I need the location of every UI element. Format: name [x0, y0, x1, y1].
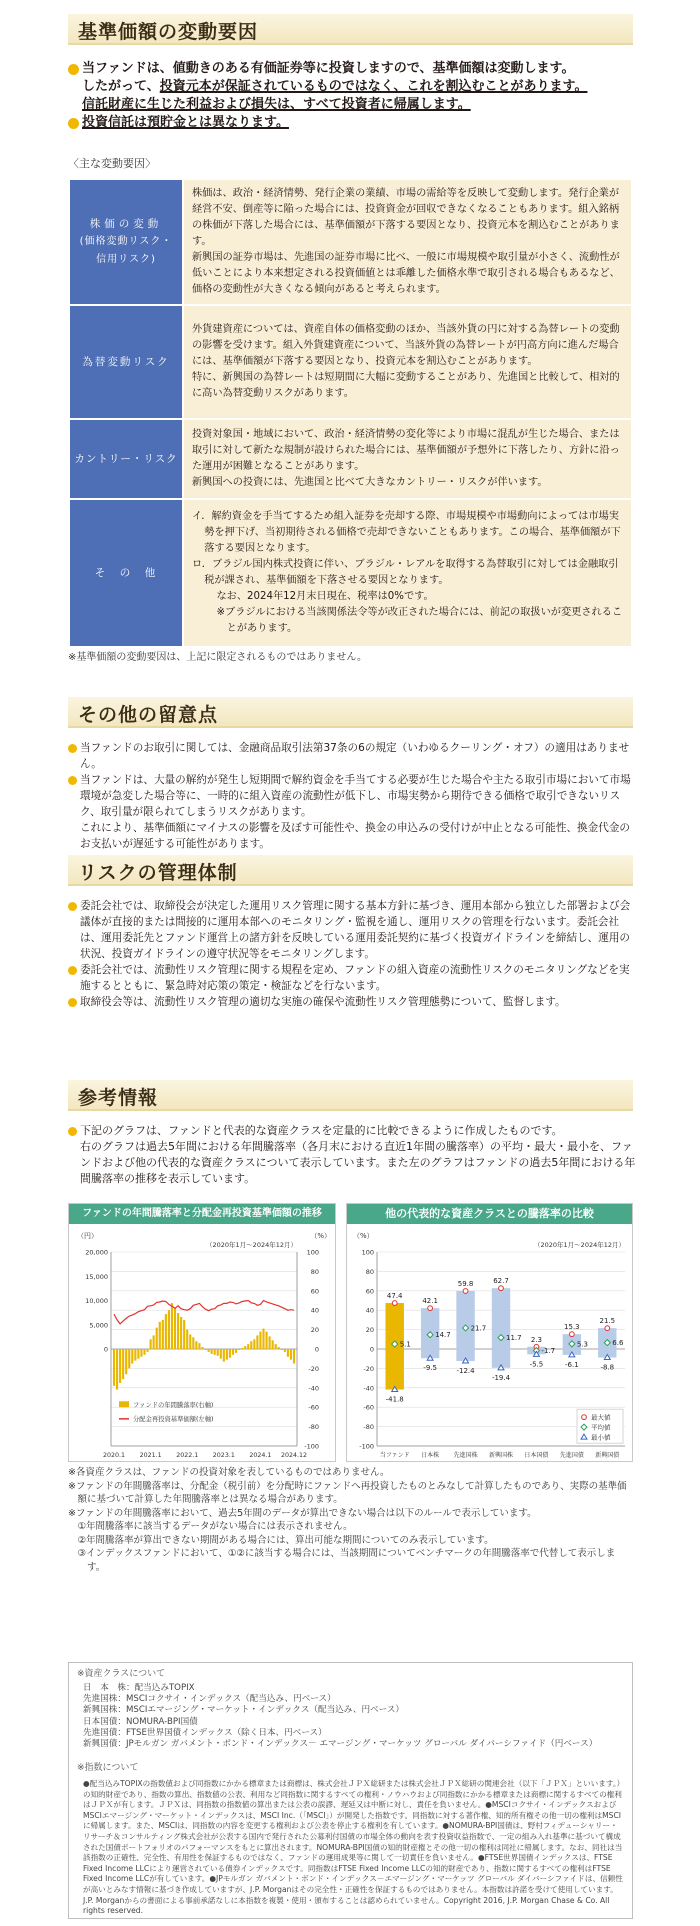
factor-description: 外貨建資産については、資産自体の価格変動のほか、当該外貨の円に対する為替レートの変動の影響を受けます。組入外貨建資産について、当該外貨の為替レートが円高方向に進んだ場合には、基準価額が下落する要因となり、投資元本を割込むことがあります。 特に、新興国の為替レートは短期間に大幅に変動することがあり、先進国と比較して、相対的に高い為替変動リスクがあります。 [183, 305, 632, 419]
y-tick-label: -60 [363, 1403, 374, 1412]
factor-label: カントリー・リスク [69, 419, 183, 499]
return-bar [113, 1349, 115, 1386]
max-marker [605, 1326, 610, 1331]
factor-row [69, 419, 632, 499]
asset-class-list: 日 本 株：配当込みTOPIX 先進国株：MSCIコクサイ・インデックス（配当込み、円ベース） 新興国株：MSCIエマージング・マーケット・インデックス（配当込み、円ベース） 日本国債：NOMURA-BPI国債 先進国債：FTSE世界国債インデックス（除く日本、円ベース） 新興国債：JPモルガン ガバメント・ボンド・インデックス－ エマージング・マーケッツ グローバル ダイバーシファイド（円ベース） [83, 1683, 598, 1750]
return-bar [235, 1349, 237, 1353]
return-bar [159, 1322, 161, 1349]
return-bar [153, 1335, 155, 1349]
category-label: 先進国債 [559, 1452, 584, 1459]
return-bar [211, 1349, 213, 1354]
left-tick-label: 0 [103, 1345, 108, 1354]
factor-row [69, 305, 632, 419]
return-bar [208, 1349, 210, 1352]
return-bar [143, 1349, 145, 1355]
legend-label: 分配金再投資基準価額(左軸) [133, 1415, 214, 1423]
asset-class-chart-svg [347, 1224, 632, 1460]
return-bar [140, 1349, 142, 1357]
y-tick-label: 0 [369, 1345, 374, 1354]
return-bar [177, 1313, 179, 1349]
section-heading-risk-management [68, 855, 633, 886]
factor-description: イ．解約資金を手当てするため組入証券を売却する際、市場規模や市場動向によっては市場実勢を押下げ、当初期待される価格で売却できないこともあります。この場合、基準価額が下落する要因となります。 ロ．ブラジル国内株式投資に伴い、ブラジル・レアルを取得する為替取引に対しては金融取引税が課され、基準価額を下落させる要因となります。 なお、2024年12月末日現在、税率は0%です。 ※ブラジルにおける当該関係法令等が改正された場合には、前記の取扱いが変更されることがあります。 [183, 499, 632, 647]
return-bar [180, 1317, 182, 1349]
legend-label: 最大値 [591, 1413, 611, 1422]
return-bar [265, 1332, 267, 1349]
return-bar [244, 1346, 246, 1349]
return-bar [192, 1337, 194, 1349]
return-bar [150, 1339, 152, 1349]
category-label: 新興国株 [488, 1452, 514, 1459]
bullet-item: 委託会社では、取締役会が決定した運用リスク管理に関する基本方針に基づき、運用本部から独立した部署および会議体が直接的または間接的に運用本部へのモニタリング・監視を通し、運用リスクの管理を行ないます。委託会社は、運用委託先とファンド運営上の諸方針を反映している運用委託契約に基づく投資ガイドラインを締結し、運用の状況、投資ガイドラインの遵守状況等をモニタリングします。 [68, 898, 638, 962]
return-bar [174, 1308, 176, 1349]
factor-label: そ の 他 [69, 499, 183, 647]
return-bar [226, 1349, 228, 1360]
y-tick-label: -20 [363, 1364, 374, 1373]
chart-period: （2020年1月～2024年12月） [534, 1241, 625, 1249]
return-bar [122, 1349, 124, 1379]
right-tick-label: 80 [310, 1267, 319, 1276]
x-tick-label: 2023.1 [212, 1452, 235, 1459]
factor-row [69, 179, 632, 305]
return-bar [232, 1349, 234, 1355]
return-bar [269, 1336, 271, 1349]
bullet-item: 投資信託は預貯金とは異なります。 [68, 114, 643, 132]
reference-bullets [68, 1123, 638, 1187]
return-bar [284, 1349, 286, 1352]
max-marker [569, 1332, 574, 1337]
max-value-label: 59.8 [457, 1279, 474, 1288]
return-bar [125, 1349, 127, 1374]
legend-label: 最小値 [591, 1433, 611, 1442]
section-heading-other-notes [68, 697, 633, 728]
return-bar [146, 1349, 148, 1352]
min-value-label: -6.1 [565, 1360, 579, 1369]
left-tick-label: 20,000 [85, 1248, 108, 1257]
max-value-label: 47.4 [386, 1292, 403, 1301]
category-label: 先進国株 [453, 1452, 478, 1459]
y-tick-label: 100 [361, 1248, 374, 1257]
return-bar [278, 1347, 280, 1349]
min-value-label: -5.5 [529, 1360, 544, 1369]
category-label: 日本国債 [524, 1452, 549, 1459]
risk-bullets [68, 898, 638, 1010]
max-value-label: 42.1 [422, 1297, 438, 1306]
nav-line [114, 1301, 294, 1324]
avg-value-label: 5.3 [576, 1340, 588, 1349]
avg-value-label: 11.7 [506, 1334, 522, 1343]
y-tick-label: -100 [359, 1442, 374, 1451]
notes-bullets [68, 740, 638, 852]
bullet-item: 取締役会等は、流動性リスク管理の適切な実施の確保や流動性リスク管理態勢について、監督します。 [68, 994, 638, 1010]
bullet-item: 委託会社では、流動性リスク管理に関する規程を定め、ファンドの組入資産の流動性リスクのモニタリングなどを実施するとともに、緊急時対応策の策定・検証などを行ないます。 [68, 962, 638, 994]
factor-label: 株価の変動 (価格変動リスク・ 信用リスク) [69, 179, 183, 305]
info-heading: ※指数について [77, 1763, 139, 1773]
legend-bar-swatch [119, 1401, 129, 1407]
min-value-label: -9.5 [423, 1364, 437, 1373]
return-bar [119, 1349, 121, 1383]
info-heading: ※資産クラスについて [77, 1669, 166, 1679]
y-tick-label: -80 [363, 1423, 374, 1432]
min-value-label: -41.8 [385, 1395, 404, 1404]
min-value-label: -12.4 [456, 1367, 475, 1376]
return-bar [201, 1347, 203, 1349]
return-bar [156, 1328, 158, 1349]
right-axis-unit: （%） [310, 1232, 331, 1240]
max-marker [392, 1301, 397, 1306]
fund-return-chart-svg [69, 1224, 335, 1460]
return-bar [262, 1329, 264, 1349]
index-disclaimer: ●配当込みTOPIXの指数値および同指数にかかる標章または商標は、株式会社ＪＰＸ総研または株式会社ＪＰＸ総研の関連会社（以下「ＪＰＸ」といいます。）の知的財産であり、指数の算出、指数値の公表、利用など同指数に関するすべての権利・ノウハウおよび同指数にかかる標章または商標に関するすべての権利はＪＰＸが有します。ＪＰＸは、同指数の指数値の算出または公表の誤謬、遅延又は中断に対し、責任を負いません。●MSCIコクサイ・インデックスおよびMSCIエマージング・マーケット・インデックスは、MSCI Inc.（「MSCI」）が開発した指数です。同指数に対する著作権、知的所有権その他一切の権利はMSCIに帰属します。また、MSCIは、同指数の内容を変更する権利および公表を停止する権利を有しています。●NOMURA-BPI国債は、野村フィデューシャリー・リサーチ＆コンサルティング株式会社が公表する国内で発行された公募利付国債の市場全体の動向を表す投資収益指数で、一定の組み入れ基準に基づいて構成された国債ポートフォリオのパフォーマンスをもとに算出されます。NOMURA-BPI国債の知的財産権とその他一切の権利は同社に帰属します。なお、同社は当該指数の正確性、完全性、有用性を保証するものではなく、ファンドの運用成果等に関して一切責任を負いません。●FTSE世界国債インデックスは、FTSE Fixed Income LLCにより運営されている債券インデックスです。同指数はFTSE Fixed Income LLCの知的財産であり、指数に関するすべての権利はFTSE Fixed Income LLCが有しています。●JPモルガン ガバメント・ボンド・インデックス－エマージング・マーケッツ グローバル ダイバーシファイドは、信頼性が高いとみなす情報に基づき作成していますが、J.P. Morganはその完全性・正確性を保証するものではありません。本指数は許諾を受けて使用しています。J.P. Morganからの書面による事前承諾なしに本指数を複製・使用・頒布することは認められていません。Copyright 2016, J.P. Morgan Chase & Co. All rights reserved. [83, 1779, 623, 1916]
return-bar [195, 1341, 197, 1349]
index-info-box [68, 1662, 633, 1919]
right-tick-label: -80 [308, 1423, 319, 1432]
return-bar [165, 1314, 167, 1349]
return-bar [290, 1349, 292, 1360]
return-bar [272, 1340, 274, 1349]
category-label: 新興国債 [595, 1452, 620, 1459]
return-bar [214, 1349, 216, 1355]
left-tick-label: 10,000 [85, 1297, 108, 1305]
chart-period: （2020年1月～2024年12月） [206, 1241, 297, 1249]
return-bar [287, 1349, 289, 1357]
bullet-item: 当ファンドは、値動きのある有価証券等に投資しますので、基準価額は変動します。 したがって、投資元本が保証されているものではなく、これを割込むことがあります。 信託財産に生じた利益および損失は、すべて投資者に帰属します。 [68, 60, 643, 114]
legend-label: 平均値 [591, 1423, 611, 1432]
max-marker [499, 1286, 504, 1291]
right-tick-label: -40 [308, 1384, 319, 1393]
section-title: その他の留意点 [78, 704, 219, 726]
sub-heading: 〈主な変動要因〉 [68, 157, 156, 170]
return-bar [131, 1349, 133, 1364]
max-value-label: 62.7 [493, 1277, 509, 1286]
range-bar [492, 1288, 510, 1368]
return-bar [168, 1310, 170, 1349]
footnote: ※基準価額の変動要因は、上記に限定されるものではありません。 [68, 652, 367, 663]
right-tick-label: 100 [306, 1248, 319, 1257]
bullet-item: 下記のグラフは、ファンドと代表的な資産クラスを定量的に比較できるように作成したものです。 右のグラフは過去5年間における年間騰落率（各月末における直近1年間の騰落率）の平均・最大・最小を、ファンドおよび他の代表的な資産クラスについて表示しています。また左のグラフはファンドの過去5年間における年間騰落率の推移を表示しています。 [68, 1123, 638, 1187]
avg-value-label: -1.7 [541, 1347, 556, 1356]
right-tick-label: 40 [310, 1306, 319, 1315]
max-marker [463, 1289, 468, 1294]
x-tick-label: 2022.1 [176, 1452, 199, 1459]
factor-label: 為替変動リスク [69, 305, 183, 419]
return-bar [217, 1349, 219, 1356]
avg-value-label: 14.7 [435, 1331, 451, 1340]
return-bar [293, 1349, 295, 1364]
factor-description: 投資対象国・地域において、政治・経済情勢の変化等により市場に混乱が生じた場合、または取引に対して新たな規制が設けられた場合には、基準価額が予想外に下落したり、方針に沿った運用が困難となることがあります。 新興国への投資には、先進国と比べて大きなカントリー・リスクが伴います。 [183, 419, 632, 499]
left-tick-label: 15,000 [85, 1272, 108, 1281]
return-bar [220, 1349, 222, 1359]
return-bar [247, 1344, 249, 1349]
bullet-item: 当ファンドは、大量の解約が発生し短期間で解約資金を手当てする必要が生じた場合や主たる取引市場において市場環境が急変した場合等に、一時的に組入資産の流動性が低下し、市場実勢から期待できる価格で取引できないリスク、取引量が限られてしまうリスクがあります。 これにより、基準価額にマイナスの影響を及ぼす可能性や、換金の申込みの受付けが中止となる可能性、換金代金のお支払いが遅延する可能性があります。 [68, 772, 638, 852]
main-bullets [68, 60, 643, 132]
return-bar [275, 1344, 277, 1349]
max-value-label: 15.3 [564, 1323, 580, 1332]
legend-max-swatch [582, 1415, 587, 1420]
y-tick-label: 40 [365, 1306, 374, 1315]
right-tick-label: -60 [308, 1403, 319, 1412]
chart-notes: ※各資産クラスは、ファンドの投資対象を表しているものではありません。 ※ファンドの年間騰落率は、分配金（税引前）を分配時にファンドへ再投資したものとみなして計算したものであり、実際の基準価額に基づいて計算した年間騰落率とは異なる場合があります。 ※ファンドの年間騰落率において、過去5年間のデータが算出できない場合は以下のルールで表示しています。 ①年間騰落率に該当するデータがない場合には表示されません。 ②年間騰落率が算出できない期間がある場合には、算出可能な期間についてのみ表示しています。 ③インデックスファンドにおいて、①②に該当する場合には、当該期間についてベンチマークの年間騰落率で代替して表示します。 [68, 1467, 627, 1573]
avg-value-label: 6.6 [612, 1339, 624, 1348]
x-tick-label: 2024.12 [280, 1452, 308, 1459]
min-value-label: -19.4 [491, 1373, 511, 1382]
section-heading-reference [68, 1080, 633, 1111]
max-value-label: 2.3 [530, 1335, 542, 1344]
factor-row [69, 499, 632, 647]
return-bar [204, 1349, 206, 1350]
factor-table [68, 178, 633, 648]
section-heading-volatility [68, 14, 633, 45]
avg-value-label: 21.7 [470, 1324, 487, 1333]
max-marker [428, 1306, 433, 1311]
asset-class-chart [346, 1203, 633, 1462]
return-bar [229, 1349, 231, 1358]
max-value-label: 21.5 [599, 1317, 616, 1326]
section-title: 参考情報 [78, 1087, 159, 1109]
chart-title: ファンドの年間騰落率と分配金再投資基準価額の推移 [69, 1204, 335, 1224]
return-bar [134, 1349, 136, 1361]
return-bar [281, 1349, 283, 1350]
section-title: リスクの管理体制 [78, 862, 238, 884]
min-value-label: -8.8 [600, 1363, 615, 1372]
category-label: 日本株 [421, 1452, 440, 1459]
return-bar [198, 1343, 200, 1349]
return-bar [250, 1341, 252, 1349]
y-tick-label: 20 [365, 1326, 374, 1335]
left-axis-unit: （円） [77, 1232, 98, 1240]
return-bar [128, 1349, 130, 1368]
right-tick-label: 60 [310, 1287, 319, 1296]
return-bar [253, 1339, 255, 1349]
factor-description: 株価は、政治・経済情勢、発行企業の業績、市場の需給等を反映して変動します。発行企業が経営不安、倒産等に陥った場合には、投資資金が回収できなくなることもあります。組入銘柄の株価が下落した場合には、基準価額が下落する要因となり、投資元本を割込むことがあります。 新興国の証券市場は、先進国の証券市場に比べ、一般に市場規模や取引量が小さく、流動性が低いことにより本来想定される投資価値とは乖離した価格水準で取引される場合もあるなど、価格の変動性が大きくなる傾向があると考えられます。 [183, 179, 632, 305]
return-bar [162, 1320, 164, 1349]
return-bar [259, 1332, 261, 1349]
return-bar [223, 1349, 225, 1362]
return-bar [189, 1334, 191, 1349]
x-tick-label: 2021.1 [139, 1452, 162, 1459]
return-bar [256, 1335, 258, 1349]
bullet-item: 当ファンドのお取引に関しては、金融商品取引法第37条の6の規定（いわゆるクーリング・オフ）の適用はありません。 [68, 740, 638, 772]
return-bar [186, 1330, 188, 1349]
x-tick-label: 2024.1 [249, 1452, 272, 1459]
right-tick-label: -100 [304, 1442, 319, 1451]
right-tick-label: 20 [310, 1326, 319, 1335]
x-tick-label: 2020.1 [102, 1452, 126, 1459]
legend-label: ファンドの年間騰落率(右軸) [133, 1401, 214, 1409]
y-axis-unit: （%） [353, 1232, 374, 1240]
return-bar [171, 1303, 173, 1349]
return-bar [241, 1348, 243, 1349]
category-label: 当ファンド [379, 1452, 410, 1459]
avg-value-label: 5.1 [399, 1340, 411, 1349]
return-bar [183, 1320, 185, 1349]
return-bar [116, 1349, 118, 1390]
return-bar [137, 1349, 139, 1359]
chart-title: 他の代表的な資産クラスとの騰落率の比較 [347, 1204, 632, 1224]
right-tick-label: -20 [308, 1364, 319, 1373]
fund-return-chart [68, 1203, 336, 1462]
return-bar [238, 1349, 240, 1350]
left-tick-label: 5,000 [89, 1321, 108, 1330]
y-tick-label: -40 [363, 1384, 374, 1393]
section-title: 基準価額の変動要因 [78, 21, 259, 43]
right-tick-label: 0 [314, 1345, 319, 1354]
y-tick-label: 60 [365, 1287, 374, 1296]
y-tick-label: 80 [365, 1267, 374, 1276]
